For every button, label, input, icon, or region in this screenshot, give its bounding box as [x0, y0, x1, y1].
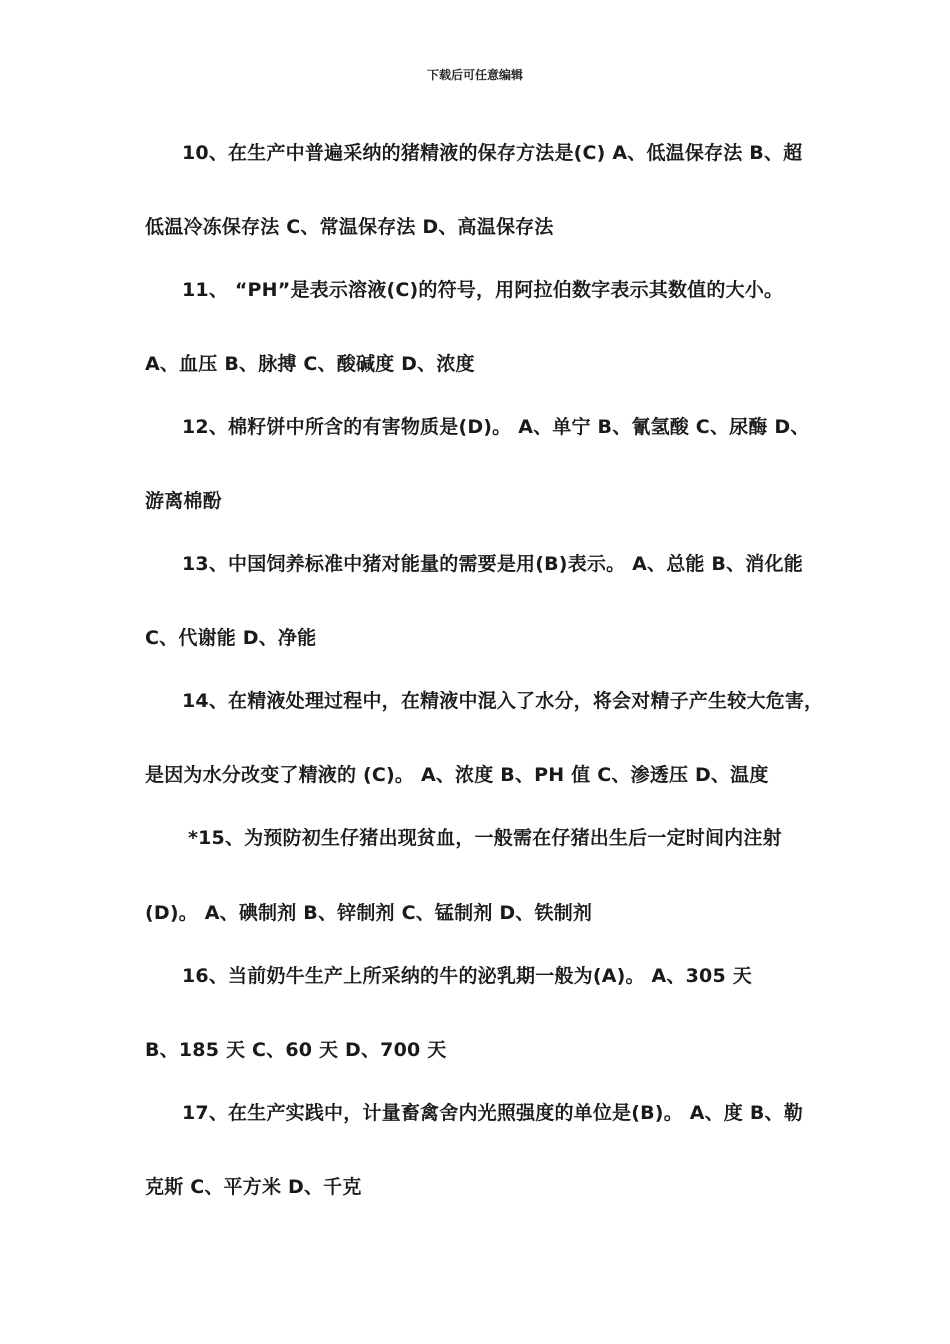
question-15-line-1: *15、为预防初生仔猪出现贫血，一般需在仔猪出生后一定时间内注射: [188, 827, 782, 849]
question-11-line-1: 11、 “PH”是表示溶液(C)的符号，用阿拉伯数字表示其数值的大小。: [182, 279, 784, 301]
page-header-watermark: 下载后可任意编辑: [426, 68, 523, 82]
question-12-line-1: 12、棉籽饼中所含的有害物质是(D)。 A、单宁 B、氰氢酸 C、尿酶 D、: [182, 416, 810, 438]
question-17-line-2: 克斯 C、平方米 D、千克: [145, 1176, 362, 1198]
question-10-line-2: 低温冷冻保存法 C、常温保存法 D、高温保存法: [145, 216, 554, 238]
question-16-line-2: B、185 天 C、60 天 D、700 天: [145, 1039, 447, 1061]
question-12-line-2: 游离棉酚: [145, 490, 222, 512]
question-15-line-2: (D)。 A、碘制剂 B、锌制剂 C、锰制剂 D、铁制剂: [145, 902, 593, 924]
question-10-line-1: 10、在生产中普遍采纳的猪精液的保存方法是(C) A、低温保存法 B、超: [182, 142, 803, 164]
question-16-line-1: 16、当前奶牛生产上所采纳的牛的泌乳期一般为(A)。 A、305 天: [182, 965, 752, 987]
question-13-line-2: C、代谢能 D、净能: [145, 627, 317, 649]
question-13-line-1: 13、中国饲养标准中猪对能量的需要是用(B)表示。 A、总能 B、消化能: [182, 553, 803, 575]
question-11-line-2: A、血压 B、脉搏 C、酸碱度 D、浓度: [145, 353, 475, 375]
question-14-line-1: 14、在精液处理过程中，在精液中混入了水分，将会对精子产生较大危害，: [182, 690, 824, 712]
question-14-line-2: 是因为水分改变了精液的 (C)。 A、浓度 B、PH 值 C、渗透压 D、温度: [145, 764, 769, 786]
question-17-line-1: 17、在生产实践中，计量畜禽舍内光照强度的单位是(B)。 A、度 B、勒: [182, 1102, 803, 1124]
